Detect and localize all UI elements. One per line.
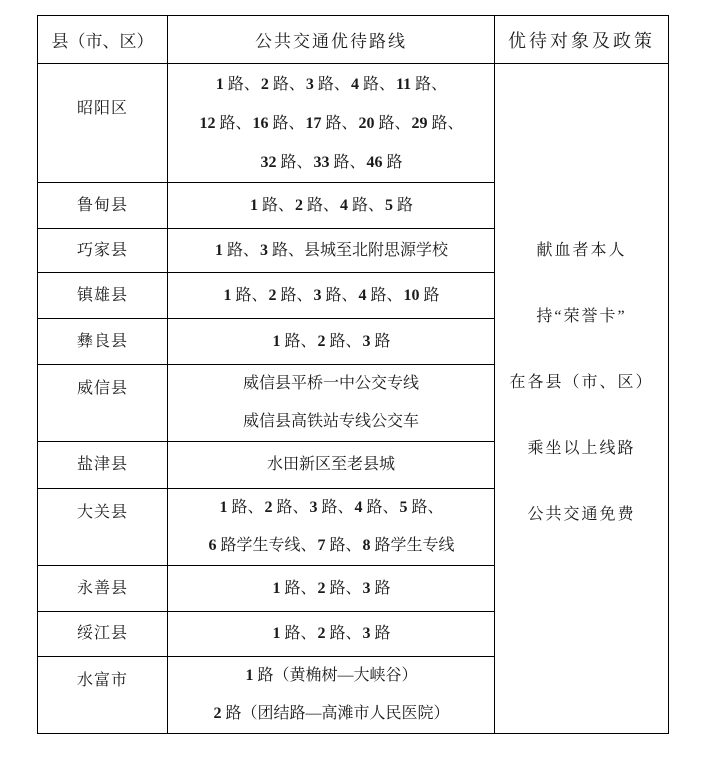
route-number: 4 xyxy=(340,196,348,214)
route-number: 1 xyxy=(272,625,281,642)
routes-cell xyxy=(168,365,495,442)
route-line: 12 路、16 路、17 路、20 路、29 路、 xyxy=(199,114,464,132)
route-number: 1 xyxy=(245,667,254,684)
route-number: 5 xyxy=(399,499,408,516)
route-line: 威信县平桥一中公交专线 xyxy=(242,375,419,392)
route-number: 3 xyxy=(260,241,268,259)
route-line: 1 路、2 路、3 路、4 路、5 路、 xyxy=(219,499,444,516)
policy-cell xyxy=(495,64,669,734)
route-number: 4 xyxy=(354,499,363,516)
route-number: 2 xyxy=(260,75,269,93)
route-number: 20 xyxy=(358,114,375,132)
route-number: 4 xyxy=(358,286,367,304)
policy-line: 在各县（市、区） xyxy=(509,374,654,391)
route-number: 17 xyxy=(305,114,322,132)
route-number: 1 xyxy=(219,499,228,516)
route-line: 6 路学生专线、7 路、8 路学生专线 xyxy=(208,537,455,554)
route-line: 水田新区至老县城 xyxy=(266,456,395,473)
routes-cell xyxy=(168,319,495,365)
route-line: 32 路、33 路、46 路 xyxy=(260,153,403,171)
county-cell: 绥江县 xyxy=(38,612,168,657)
route-number: 46 xyxy=(366,153,383,171)
route-number: 2 xyxy=(317,625,326,642)
route-line: 1 路（黄桷树—大峡谷） xyxy=(245,667,418,684)
header-routes: 公共交通优待路线 xyxy=(168,16,495,64)
routes-cell xyxy=(168,489,495,566)
route-number: 5 xyxy=(385,196,394,214)
header-county: 县（市、区） xyxy=(38,16,168,64)
routes-cell xyxy=(168,183,495,229)
route-number: 1 xyxy=(215,75,224,93)
routes-cell xyxy=(168,657,495,734)
route-number: 3 xyxy=(305,75,314,93)
route-line: 1 路、2 路、3 路 xyxy=(272,332,391,350)
route-number: 3 xyxy=(362,579,371,597)
route-number: 2 xyxy=(213,705,222,722)
route-line: 1 路、2 路、3 路、4 路、10 路 xyxy=(223,286,440,304)
county-cell: 镇雄县 xyxy=(38,273,168,319)
route-number: 1 xyxy=(223,286,232,304)
bus-policy-table xyxy=(37,15,669,734)
route-number: 29 xyxy=(411,114,428,132)
route-line: 2 路（团结路—高滩市人民医院） xyxy=(213,705,450,722)
routes-cell xyxy=(168,566,495,612)
county-cell: 昭阳区 xyxy=(38,64,168,183)
county-cell: 彝良县 xyxy=(38,319,168,365)
policy-line: 公共交通免费 xyxy=(527,506,636,523)
route-number: 16 xyxy=(252,114,269,132)
route-number: 3 xyxy=(309,499,318,516)
county-cell: 鲁甸县 xyxy=(38,183,168,229)
header-row xyxy=(38,16,669,64)
county-cell: 永善县 xyxy=(38,566,168,612)
route-number: 2 xyxy=(317,579,326,597)
route-number: 7 xyxy=(317,537,326,554)
county-cell: 水富市 xyxy=(38,657,168,734)
county-cell: 威信县 xyxy=(38,365,168,442)
route-number: 3 xyxy=(313,286,322,304)
route-number: 33 xyxy=(313,153,330,171)
route-line: 威信县高铁站专线公交车 xyxy=(242,413,419,430)
county-cell: 巧家县 xyxy=(38,229,168,273)
route-number: 11 xyxy=(395,75,412,93)
routes-cell xyxy=(168,273,495,319)
route-number: 6 xyxy=(208,537,217,554)
route-line: 1 路、2 路、4 路、5 路 xyxy=(249,196,414,214)
routes-cell xyxy=(168,64,495,183)
route-number: 1 xyxy=(214,241,223,259)
route-number: 1 xyxy=(272,332,281,350)
route-number: 2 xyxy=(294,196,303,214)
route-number: 1 xyxy=(272,579,281,597)
policy-line: 持“荣誉卡” xyxy=(536,308,627,325)
route-number: 3 xyxy=(362,332,371,350)
route-number: 4 xyxy=(350,75,359,93)
policy-line: 乘坐以上线路 xyxy=(527,440,636,457)
table-row xyxy=(38,64,669,183)
route-number: 8 xyxy=(362,537,371,554)
route-number: 10 xyxy=(403,286,420,304)
route-number: 3 xyxy=(362,625,371,642)
header-policy: 优待对象及政策 xyxy=(495,16,669,64)
route-number: 2 xyxy=(268,286,277,304)
route-line: 1 路、3 路、县城至北附思源学校 xyxy=(214,241,449,259)
policy-line: 献血者本人 xyxy=(536,242,627,259)
routes-cell xyxy=(168,229,495,273)
route-number: 32 xyxy=(260,153,277,171)
route-number: 2 xyxy=(317,332,326,350)
route-line: 1 路、2 路、3 路 xyxy=(272,579,391,597)
routes-cell xyxy=(168,612,495,657)
route-number: 12 xyxy=(199,114,216,132)
county-cell: 盐津县 xyxy=(38,442,168,489)
route-line: 1 路、2 路、3 路、4 路、11 路、 xyxy=(215,75,448,93)
route-number: 1 xyxy=(249,196,258,214)
route-line: 1 路、2 路、3 路 xyxy=(272,625,391,642)
routes-cell xyxy=(168,442,495,489)
county-cell: 大关县 xyxy=(38,489,168,566)
route-number: 2 xyxy=(264,499,273,516)
